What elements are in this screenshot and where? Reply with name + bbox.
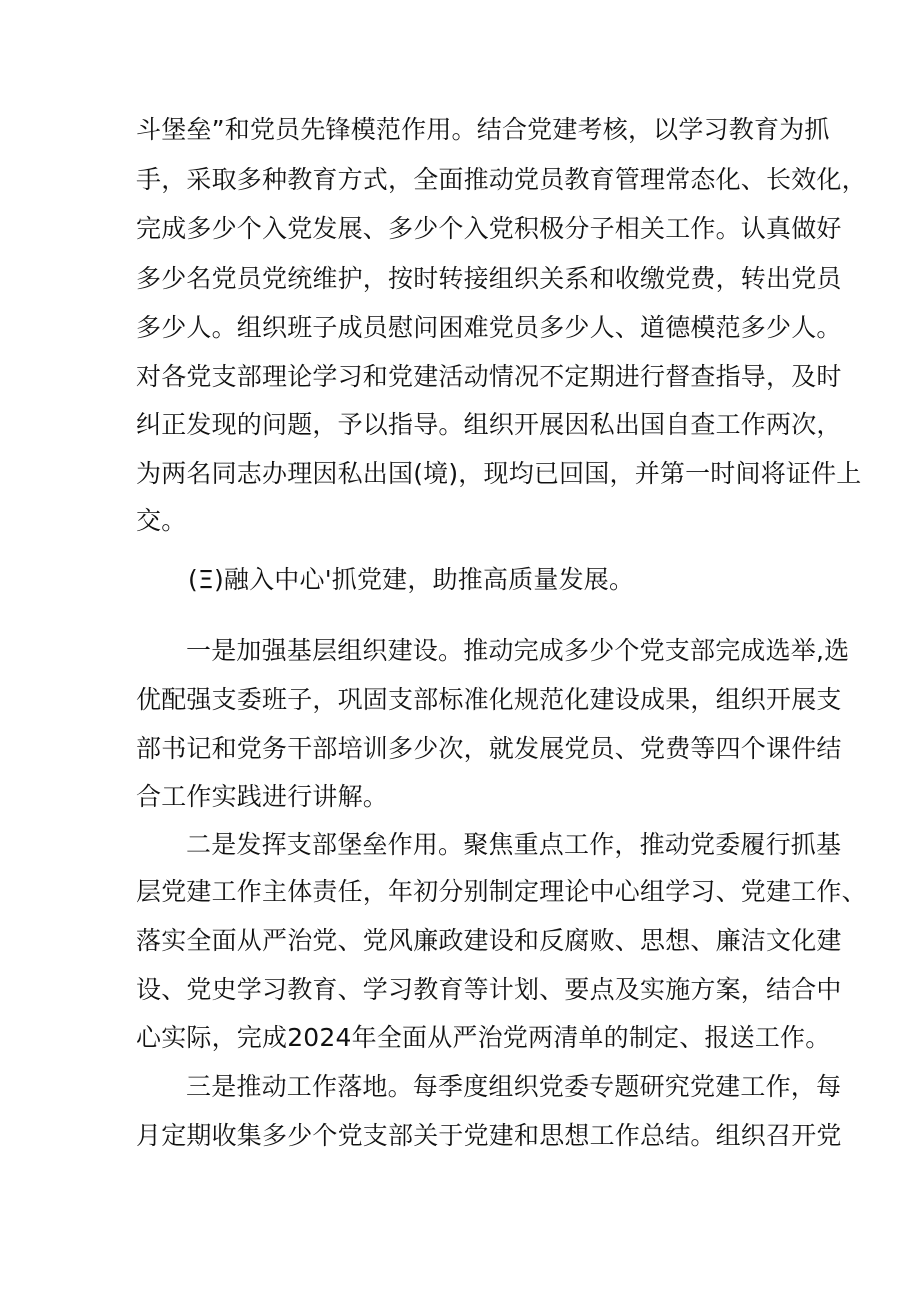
text-line: 交。 xyxy=(136,506,187,535)
text-line: 手，采取多种教育方式，全面推动党员教育管理常态化、长效化， xyxy=(136,165,867,194)
text-line: 为两名同志办理因私出国(境)，现均已回国，并第一时间将证件上 xyxy=(136,459,862,488)
text-line: 纠正发现的问题，予以指导。组织开展因私出国自查工作两次， xyxy=(136,410,842,439)
text-line: 优配强支委班子，巩固支部标准化规范化建设成果，组织开展支 xyxy=(136,685,842,714)
text-line: 三是推动工作落地。每季度组织党委专题研究党建工作，每 xyxy=(186,1072,842,1101)
section-heading: (Ξ)融入中心'抓党建，助推高质量发展。 xyxy=(188,565,635,594)
text-line: 合工作实践进行讲解。 xyxy=(136,782,389,811)
text-line: 一是加强基层组织建设。推动完成多少个党支部完成选举,选 xyxy=(186,636,850,665)
text-line: 斗堡垒”和党员先锋模范作用。结合党建考核，以学习教育为抓 xyxy=(136,115,830,144)
text-line: 部书记和党务干部培训多少次，就发展党员、党费等四个课件结 xyxy=(136,734,842,763)
text-line: 对各党支部理论学习和党建活动情况不定期进行督查指导，及时 xyxy=(136,362,842,391)
text-line: 多少名党员党统维护，按时转接组织关系和收缴党费，转出党员 xyxy=(136,264,842,293)
text-line: 月定期收集多少个党支部关于党建和思想工作总结。组织召开党 xyxy=(136,1121,842,1150)
text-line: 落实全面从严治党、党风廉政建设和反腐败、思想、廉洁文化建 xyxy=(136,926,842,955)
text-line: 二是发挥支部堡垒作用。聚焦重点工作，推动党委履行抓基 xyxy=(186,830,842,859)
text-line: 设、党史学习教育、学习教育等计划、要点及实施方案，结合中 xyxy=(136,975,842,1004)
text-line: 完成多少个入党发展、多少个入党积极分子相关工作。认真做好 xyxy=(136,214,842,243)
text-line: 心实际，完成2024年全面从严治党两清单的制定、报送工作。 xyxy=(136,1023,831,1052)
text-line: 多少人。组织班子成员慰问困难党员多少人、道德模范多少人。 xyxy=(136,313,842,342)
text-line: 层党建工作主体责任，年初分别制定理论中心组学习、党建工作、 xyxy=(136,877,867,906)
